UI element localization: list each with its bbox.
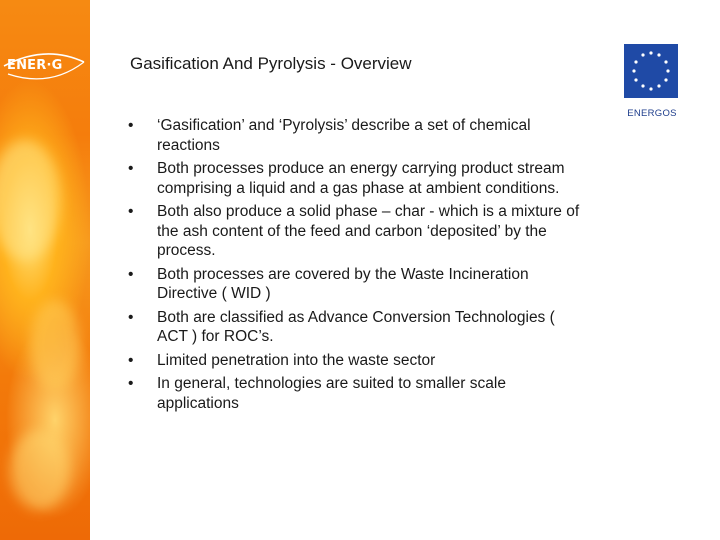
bullet-item — [128, 265, 588, 304]
bullet-marker: • — [128, 159, 134, 177]
bullet-item — [128, 351, 588, 371]
bullet-item — [128, 116, 588, 155]
eu-flag-icon — [624, 44, 678, 98]
bullet-text: Both also produce a solid phase – char - which is a mixture of the ash content of the feed and carbon ‘deposited’ by the process. — [157, 202, 580, 260]
bullet-marker: • — [128, 202, 134, 220]
bullet-item — [128, 202, 588, 261]
decorative-flame-sidebar — [0, 0, 90, 540]
bullet-text: ‘Gasification’ and ‘Pyrolysis’ describe a set of chemical reactions — [157, 117, 531, 154]
bullet-marker: • — [128, 265, 134, 283]
bullet-item — [128, 159, 588, 198]
bullet-marker: • — [128, 117, 134, 134]
slide-title: Gasification And Pyrolysis - Overview — [130, 54, 412, 73]
bullet-marker: • — [128, 374, 134, 392]
bullet-marker: • — [128, 351, 134, 369]
partner-logo-text: ENERGOS — [627, 108, 677, 119]
ener-g-logo — [0, 48, 90, 84]
bullet-text: Limited penetration into the waste sector — [157, 351, 436, 369]
bullet-text: In general, technologies are suited to smaller scale applications — [157, 374, 506, 412]
bullet-marker: • — [128, 308, 134, 326]
bullet-text: Both are classified as Advance Conversion Technologies ( ACT ) for ROC’s. — [157, 308, 555, 346]
bullet-text: Both processes are covered by the Waste Incineration Directive ( WID ) — [157, 265, 529, 303]
bullet-text: Both processes produce an energy carrying product stream comprising a liquid and a gas phase at ambient conditions. — [157, 159, 565, 197]
bullet-list — [128, 116, 588, 417]
bullet-item — [128, 374, 588, 413]
company-logo-text: ENER·G — [7, 58, 63, 73]
bullet-item — [128, 308, 588, 347]
energos-logo — [622, 44, 680, 124]
